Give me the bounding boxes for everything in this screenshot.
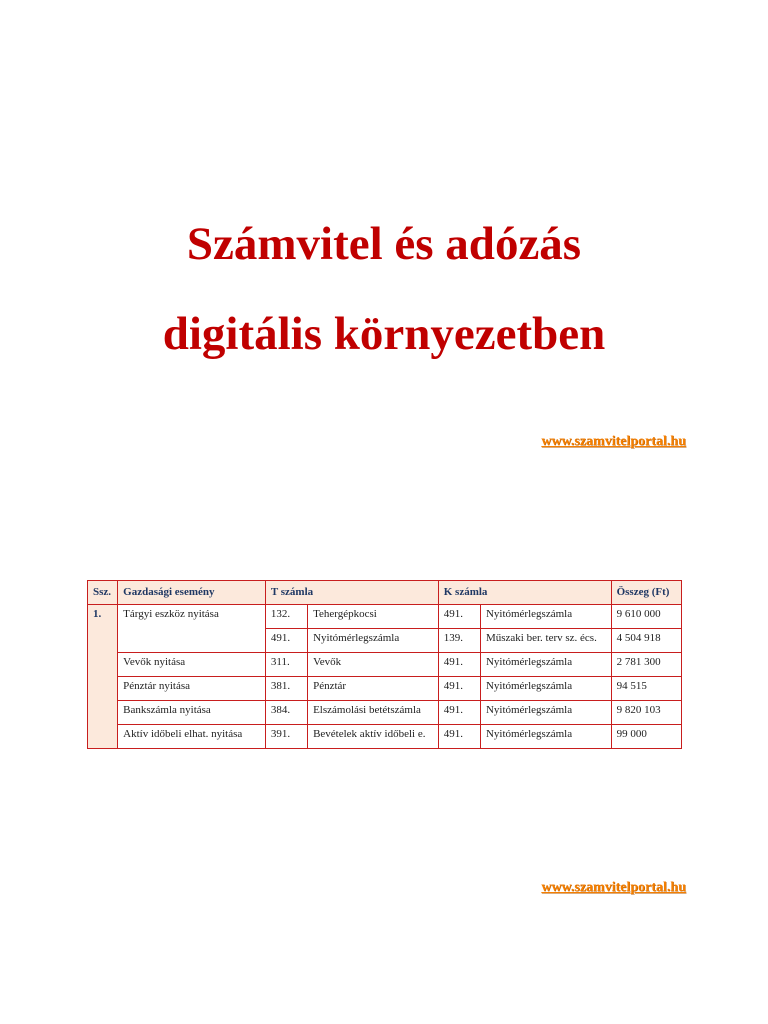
website-link-top[interactable]: www.szamvitelportal.hu — [541, 434, 686, 449]
t-name-cell: Nyitómérlegszámla — [308, 629, 439, 653]
k-name-cell: Nyitómérlegszámla — [480, 653, 611, 677]
t-code-cell: 132. — [265, 605, 307, 629]
k-code-cell: 491. — [438, 605, 480, 629]
t-code-cell: 491. — [265, 629, 307, 653]
amount-cell: 2 781 300 — [611, 653, 681, 677]
table-row — [88, 653, 682, 677]
k-code-cell: 491. — [438, 701, 480, 725]
t-name-cell: Vevők — [308, 653, 439, 677]
header-amount: Összeg (Ft) — [611, 581, 681, 605]
amount-cell: 94 515 — [611, 677, 681, 701]
group-number: 1. — [88, 605, 118, 749]
t-code-cell: 391. — [265, 725, 307, 749]
amount-cell: 4 504 918 — [611, 629, 681, 653]
document-title-line-1: Számvitel és adózás — [186, 218, 582, 270]
k-code-cell: 491. — [438, 725, 480, 749]
event-cell: Pénztár nyitása — [118, 677, 266, 701]
k-code-cell: 491. — [438, 677, 480, 701]
k-code-cell: 139. — [438, 629, 480, 653]
amount-cell: 9 820 103 — [611, 701, 681, 725]
table-row — [88, 725, 682, 749]
k-name-cell: Nyitómérlegszámla — [480, 725, 611, 749]
header-event: Gazdasági esemény — [118, 581, 266, 605]
event-cell: Aktív időbeli elhat. nyitása — [118, 725, 266, 749]
k-name-cell: Nyitómérlegszámla — [480, 701, 611, 725]
event-cell: Vevők nyitása — [118, 653, 266, 677]
journal-table — [87, 580, 682, 749]
k-name-cell: Műszaki ber. terv sz. écs. — [480, 629, 611, 653]
t-name-cell: Pénztár — [308, 677, 439, 701]
table-header-row — [88, 581, 682, 605]
k-name-cell: Nyitómérlegszámla — [480, 677, 611, 701]
header-ssz: Ssz. — [88, 581, 118, 605]
t-name-cell: Bevételek aktív időbeli e. — [308, 725, 439, 749]
header-k-account: K számla — [438, 581, 611, 605]
table-row — [88, 605, 682, 629]
t-code-cell: 384. — [265, 701, 307, 725]
t-name-cell: Tehergépkocsi — [308, 605, 439, 629]
k-name-cell: Nyitómérlegszámla — [480, 605, 611, 629]
t-code-cell: 311. — [265, 653, 307, 677]
table-row — [88, 701, 682, 725]
t-name-cell: Elszámolási betétszámla — [308, 701, 439, 725]
website-link-bottom[interactable]: www.szamvitelportal.hu — [541, 880, 686, 895]
document-title-line-2: digitális környezetben — [162, 308, 606, 360]
amount-cell: 9 610 000 — [611, 605, 681, 629]
event-cell: Tárgyi eszköz nyitása — [118, 605, 266, 653]
table-row — [88, 677, 682, 701]
header-t-account: T számla — [265, 581, 438, 605]
amount-cell: 99 000 — [611, 725, 681, 749]
k-code-cell: 491. — [438, 653, 480, 677]
event-cell: Bankszámla nyitása — [118, 701, 266, 725]
t-code-cell: 381. — [265, 677, 307, 701]
